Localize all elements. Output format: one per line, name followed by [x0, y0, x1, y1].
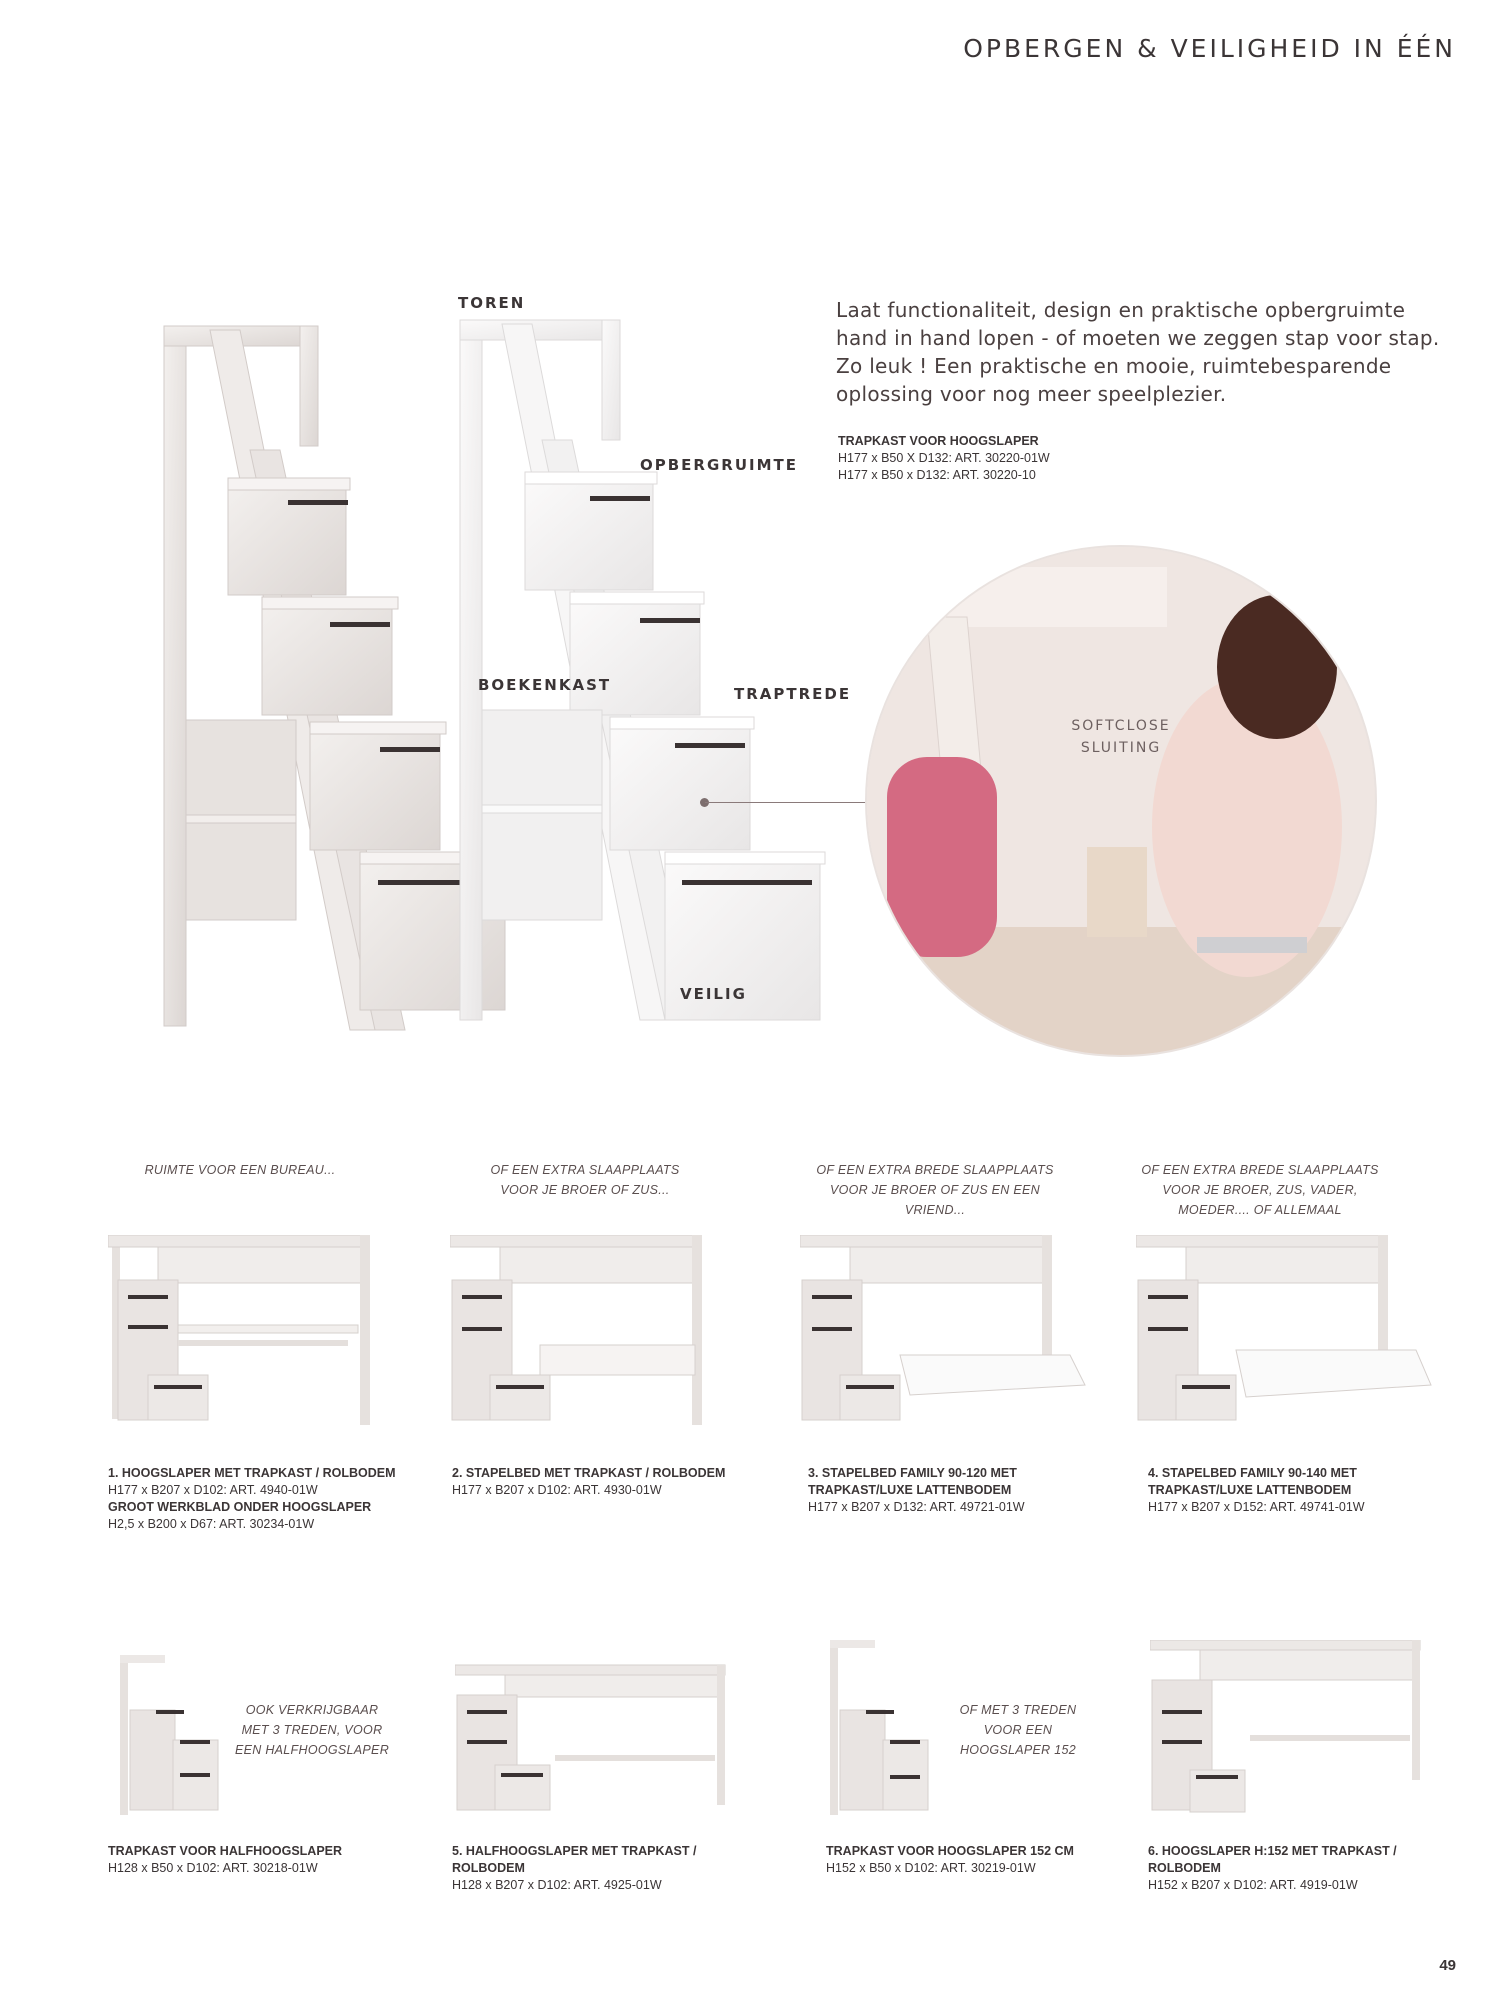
product-6-title: 5. HALFHOOGSLAPER MET TRAPKAST / ROLBODEM: [452, 1844, 697, 1875]
product-4: [1148, 1465, 1408, 1516]
product-image-2: [450, 1235, 710, 1435]
product-3-title: 3. STAPELBED FAMILY 90-120 MET TRAPKAST/LUXE LATTENBODEM: [808, 1466, 1017, 1497]
softclose-photo: [867, 547, 1375, 1055]
product-1-title2: GROOT WERKBLAD ONDER HOOGSLAPER: [108, 1500, 372, 1514]
label-boekenkast: BOEKENKAST: [478, 676, 612, 694]
product-4-dims: H177 x B207 x D152: ART. 49741-01W: [1148, 1500, 1365, 1514]
product-5: [108, 1843, 408, 1877]
caption-extra-brede-2: OF EEN EXTRA BREDE SLAAPPLAATS VOOR JE BROER, ZUS, VADER, MOEDER.... OF ALLEMAAL: [1141, 1163, 1379, 1217]
spec-title: TRAPKAST VOOR HOOGSLAPER: [838, 434, 1039, 448]
product-image-4: [1136, 1235, 1436, 1435]
label-toren: TOREN: [458, 294, 526, 312]
label-traptrede: TRAPTREDE: [734, 685, 852, 703]
product-1-title: 1. HOOGSLAPER MET TRAPKAST / ROLBODEM: [108, 1466, 396, 1480]
product-1-dims2: H2,5 x B200 x D67: ART. 30234-01W: [108, 1517, 315, 1531]
product-2-title: 2. STAPELBED MET TRAPKAST / ROLBODEM: [452, 1466, 726, 1480]
page-number: 49: [1439, 1957, 1456, 1974]
product-1: [108, 1465, 408, 1533]
product-image-6: [455, 1655, 735, 1820]
label-opbergruimte: OPBERGRUIMTE: [640, 456, 799, 474]
softclose-label-2: SLUITING: [1080, 740, 1162, 756]
product-8-title: 6. HOOGSLAPER H:152 MET TRAPKAST / ROLBODEM: [1148, 1844, 1397, 1875]
label-veilig: VEILIG: [680, 985, 747, 1003]
product-4-title: 4. STAPELBED FAMILY 90-140 MET TRAPKAST/LUXE LATTENBODEM: [1148, 1466, 1357, 1497]
intro-text: Laat functionaliteit, design en praktische opbergruimte hand in hand lopen - of moeten we zeggen stap voor stap. Zo leuk ! Een praktische en mooie, ruimtebesparende oplossing voor nog meer speelplezier.: [836, 298, 1440, 406]
caption-halfhoog: OOK VERKRIJGBAAR MET 3 TREDEN, VOOR EEN HALFHOOGSLAPER: [234, 1703, 390, 1757]
page-title: OPBERGEN & VEILIGHEID IN ÉÉN: [963, 34, 1456, 63]
caption-hoog152: OF MET 3 TREDEN VOOR EEN HOOGSLAPER 152: [959, 1703, 1077, 1757]
hero-spec: [838, 433, 1238, 484]
caption-bureau: RUIMTE VOOR EEN BUREAU...: [144, 1163, 336, 1177]
product-2-dims: H177 x B207 x D102: ART. 4930-01W: [452, 1483, 662, 1497]
product-image-8: [1150, 1640, 1430, 1820]
product-image-7: [828, 1640, 938, 1820]
connector-line: [705, 802, 870, 803]
product-image-3: [800, 1235, 1090, 1435]
product-6: [452, 1843, 722, 1894]
caption-extra-slaapplaats: OF EEN EXTRA SLAAPPLAATS VOOR JE BROER OF ZUS...: [490, 1163, 680, 1197]
product-image-5: [118, 1655, 228, 1820]
softclose-label-1: SOFTCLOSE: [1071, 718, 1171, 734]
product-7: [826, 1843, 1126, 1877]
product-8: [1148, 1843, 1428, 1894]
product-2: [452, 1465, 762, 1499]
product-6-dims: H128 x B207 x D102: ART. 4925-01W: [452, 1878, 662, 1892]
product-7-dims: H152 x B50 x D102: ART. 30219-01W: [826, 1861, 1036, 1875]
product-5-dims: H128 x B50 x D102: ART. 30218-01W: [108, 1861, 318, 1875]
product-7-title: TRAPKAST VOOR HOOGSLAPER 152 CM: [826, 1844, 1074, 1858]
hero-stair-image: [150, 300, 850, 1050]
spec-line-2: H177 x B50 x D132: ART. 30220-10: [838, 468, 1036, 482]
product-5-title: TRAPKAST VOOR HALFHOOGSLAPER: [108, 1844, 343, 1858]
product-image-1: [108, 1235, 418, 1435]
caption-extra-brede-1: OF EEN EXTRA BREDE SLAAPPLAATS VOOR JE BROER OF ZUS EN EEN VRIEND...: [816, 1163, 1054, 1217]
product-3: [808, 1465, 1068, 1516]
product-3-dims: H177 x B207 x D132: ART. 49721-01W: [808, 1500, 1025, 1514]
spec-line-1: H177 x B50 X D132: ART. 30220-01W: [838, 451, 1050, 465]
stair-cabinet-natural: [164, 326, 510, 1030]
stair-cabinet-white: [460, 320, 825, 1020]
product-8-dims: H152 x B207 x D102: ART. 4919-01W: [1148, 1878, 1358, 1892]
product-1-dims: H177 x B207 x D102: ART. 4940-01W: [108, 1483, 318, 1497]
